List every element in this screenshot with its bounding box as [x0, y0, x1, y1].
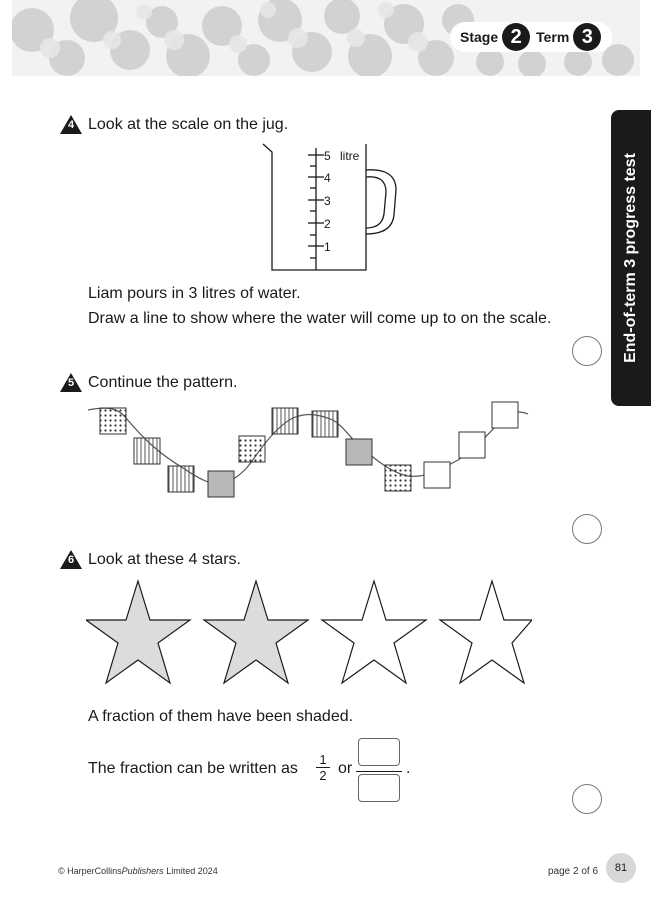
q6-mark-circle	[572, 784, 602, 814]
scale-label-1: 1	[324, 240, 331, 254]
scale-unit: litre	[340, 149, 360, 163]
fraction-one-half	[316, 752, 330, 783]
fraction-denominator: 2	[316, 767, 330, 783]
side-tab	[611, 110, 651, 406]
pattern-tile-striped	[312, 411, 338, 437]
term-label: Term	[536, 29, 570, 45]
pattern-tile-dotted	[100, 408, 126, 434]
pattern-tile-blank	[424, 462, 450, 488]
q6-line2: The fraction can be written as	[88, 760, 298, 777]
pattern-tile-striped	[134, 438, 160, 464]
or-text: or	[338, 760, 353, 777]
star-unshaded	[440, 581, 532, 683]
stage-number: 2	[502, 23, 530, 51]
q5-mark-circle	[572, 514, 602, 544]
stage-term-badge	[450, 22, 612, 52]
stage-label: Stage	[460, 29, 499, 45]
pattern-tile-grey	[346, 439, 372, 465]
q6-number-badge: 6	[60, 550, 82, 569]
q4-line2: Draw a line to show where the water will come up to on the scale.	[88, 310, 552, 327]
pattern-tile-blank	[459, 432, 485, 458]
page-number: 81	[606, 853, 636, 883]
q4-mark-circle	[572, 336, 602, 366]
denominator-answer-box[interactable]	[358, 774, 400, 802]
pattern-tile-striped	[168, 466, 194, 492]
q6-line1: A fraction of them have been shaded.	[88, 708, 354, 725]
end-punctuation: .	[406, 760, 411, 777]
answer-fraction-bar	[356, 771, 402, 772]
pattern-tile-dotted	[239, 436, 265, 462]
scale-label-2: 2	[324, 217, 331, 231]
scale-label-5: 5	[324, 149, 331, 163]
q4-number-badge: 4	[60, 115, 82, 134]
q6-heading	[60, 550, 241, 569]
q5-prompt: Continue the pattern.	[88, 373, 238, 391]
pattern-tile-blank	[492, 402, 518, 428]
numerator-answer-box[interactable]	[358, 738, 400, 766]
q5-heading	[60, 373, 237, 392]
copyright: © HarperCollinsPublishers Limited 2024	[58, 866, 218, 876]
tile-pattern	[88, 398, 536, 502]
q5-number-badge: 5	[60, 373, 82, 392]
page-of: page 2 of 6	[548, 866, 599, 877]
q4-line1: Liam pours in 3 litres of water.	[88, 285, 301, 302]
pattern-tile-grey	[208, 471, 234, 497]
star-unshaded	[322, 581, 426, 683]
term-number: 3	[573, 23, 601, 51]
star-shaded	[86, 581, 190, 683]
scale-label-3: 3	[324, 194, 331, 208]
q6-prompt: Look at these 4 stars.	[88, 550, 241, 568]
stars-group	[86, 578, 532, 690]
pattern-tile-striped	[272, 408, 298, 434]
star-shaded	[204, 581, 308, 683]
measuring-jug	[258, 140, 408, 274]
scale-label-4: 4	[324, 171, 331, 185]
side-tab-label: End-of-term 3 progress test	[622, 153, 639, 363]
q4-heading	[60, 115, 288, 134]
pattern-tile-dotted	[385, 465, 411, 491]
q4-prompt: Look at the scale on the jug.	[88, 115, 289, 133]
fraction-numerator: 1	[319, 752, 327, 767]
